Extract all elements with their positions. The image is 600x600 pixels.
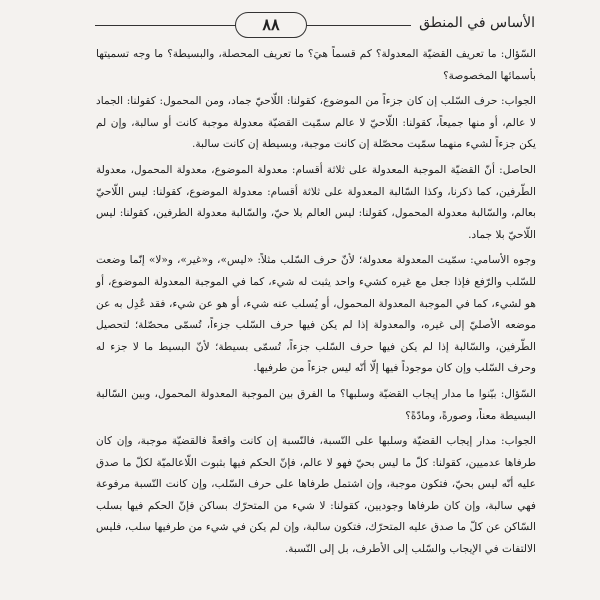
page-header <box>95 10 535 40</box>
paragraph-answer-1: الجواب: حرف السّلب إن كان جزءاً من الموضوع، كقولنا: اللّاحيّ جماد، ومن المحمول: كقولنا: الجماد لا عالم، أو منها جميعاً، كقولنا: اللّاحيّ لا عالم سمّيت القضيّة معدولة موجبة كانت أو سالبة، وإن لم يكن جزءاً لشيء منهما سمّيت محصّلة إن كانت موجبة، وبسيطة إن كانت سالبة. <box>96 95 537 151</box>
paragraph-summary: الحاصل: أنّ القضيّة الموجبة المعدولة على ثلاثة أقسام: معدولة الموضوع، معدولة المحمول، معدولة الطّرفين، كما ذكرنا، وكذا السّالبة المعدولة على ثلاثة أقسام: معدولة الموضوع، كقولنا: ليس اللّاحيّ بعالم، والسّالبة معدولة المحمول، كقولنا: ليس العالم بلا حيّ، والسّالبة معدولة الطرفين، كقولنا: ليس اللّاحيّ بلا جماد. <box>96 163 536 241</box>
paragraph-answer-2: الجواب: مدار إيجاب القضيّة وسلبها على النّسبة، فالنّسبة إن كانت واقعةً فالقضيّة موجبة، وإن كان طرفاها عدميين، كقولنا: كلّ ما ليس بحيّ فهو لا عالم، فإنّ الحكم فيها بثبوت اللّاعالميّة لكلّ ما صدق عليه أنّه ليس بحيّ، فتكون موجبة، وإن اشتمل طرفاها على حرف السّلب، وإن كانت النّسبة مرفوعة فهي سالبة، وإن كان طرفاها وجوديين، كقولنا: لا شيء من المتحرّك بساكن فإنّ الحكم فيها بسلب السّاكن عن كلّ ما صدق عليه المتحرّك، فتكون سالبة، وإن لم يكن في شيء من طرفيها سلب، فليس الالتفات في الإيجاب والسّلب إلى الأطرف، بل إلى النّسبة. <box>96 435 536 556</box>
paragraph-question-2: السّؤال: بيّنوا ما مدار إيجاب القضيّة وسلبها؟ ما الفرق بين الموجبة المعدولة المحمول، وبين السّالبة البسيطة معناً، وصورةً، ومادّةً؟ <box>96 387 536 422</box>
page-number: ٨٨ <box>235 12 307 38</box>
page-body <box>96 44 536 564</box>
paragraph-naming-reasons: وجوه الأسامي: سمّيت المعدولة معدولة؛ لأنّ حرف السّلب مثلاً: «ليس»، و«غير»، و«لا» إنّما وضعت للسّلب والرّفع فإذا جعل مع غيره كشيء واحد يثبت له شيء، كما في الموجبة المعدولة الموضوع، أو هو لشيء، كما في الموجبة المعدولة المحمول، أو يُسلب عنه شيء، أو هو عن شيء، فقد عُدِل به عن موضعه الأصليّ إلى غيره، والمعدولة إذا لم يكن فيها حرف السّلب جزءاً، تُسمّى محصّلة؛ لتحصيل الطّرفين، والسّالبة إذا لم يكن فيها حرف السّلب جزءاً، تُسمّى بسيطة؛ لأنّ البسيط ما لا جزء له وحرف السّلب وإن كان موجوداً فيها إلّا أنّه ليس جزءاً من طرفيها. <box>96 254 536 375</box>
running-title: الأساس في المنطق <box>411 10 535 36</box>
paragraph-question-1: السّؤال: ما تعريف القضيّة المعدولة؟ كم قسماً هيَ؟ ما تعريف المحصلة، والبسيطة؟ ما وجه تسميتها بأسمائها المخصوصة؟ <box>96 48 536 82</box>
